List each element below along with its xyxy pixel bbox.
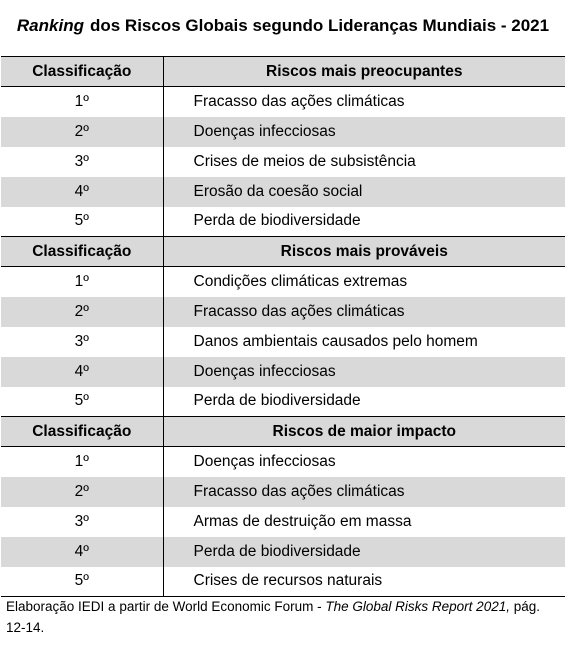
risk-cell: Fracasso das ações climáticas (193, 92, 405, 110)
header-classificacao: Classificação (1, 237, 163, 267)
rank-cell: 1º (1, 447, 163, 477)
source-pages: pág. 12-14. (6, 599, 540, 635)
rank-cell: 5º (1, 567, 163, 597)
rank-cell: 3º (1, 147, 163, 177)
section-header-row (1, 417, 565, 447)
risk-cell: Perda de biodiversidade (163, 537, 565, 567)
rank-cell: 3º (1, 507, 163, 537)
rank-cell: 2º (1, 477, 163, 507)
source-report-title: The Global Risks Report 2021, (325, 599, 510, 614)
table-row (1, 177, 565, 207)
rank-cell: 5º (1, 207, 163, 237)
header-riscos-provaveis: Riscos mais prováveis (163, 237, 565, 267)
table-row (1, 117, 565, 147)
rank-cell: 4º (1, 357, 163, 387)
risk-cell: Crises de recursos naturais (163, 567, 565, 597)
section-header-row (1, 237, 565, 267)
risk-cell: Doenças infecciosas (163, 357, 565, 387)
risk-cell: Doenças infecciosas (163, 117, 565, 147)
header-classificacao: Classificação (1, 417, 163, 447)
rank-cell: 3º (1, 327, 163, 357)
table-row (1, 387, 565, 417)
table-row (1, 507, 565, 537)
rank-cell: 2º (1, 297, 163, 327)
table-row (1, 477, 565, 507)
table-row (1, 567, 565, 597)
table-row (1, 147, 565, 177)
risk-cell: Armas de destruição em massa (193, 512, 412, 530)
risk-cell: Doenças infecciosas (193, 452, 336, 470)
risk-cell: Perda de biodiversidade (193, 392, 361, 410)
header-riscos-maior-impacto: Riscos de maior impacto (163, 417, 565, 447)
risk-cell: Fracasso das ações climáticas (163, 477, 565, 507)
risk-cell: Fracasso das ações climáticas (163, 297, 565, 327)
ranking-table (1, 56, 565, 597)
rank-cell: 4º (1, 537, 163, 567)
title-text: dos Riscos Globais segundo Lideranças Mundiais - 2021 (89, 16, 550, 35)
risk-cell: Condições climáticas extremas (193, 272, 408, 290)
risk-cell: Erosão da coesão social (163, 177, 565, 207)
title-italic: Ranking (16, 16, 84, 35)
risk-cell: Crises de meios de subsistência (193, 152, 416, 170)
rank-cell: 5º (1, 387, 163, 417)
header-riscos-preocupantes: Riscos mais preocupantes (163, 57, 565, 87)
section-header-row (1, 57, 565, 87)
rank-cell: 1º (1, 267, 163, 297)
table-row (1, 327, 565, 357)
document-title (0, 0, 566, 52)
rank-cell: 2º (1, 117, 163, 147)
risk-cell: Perda de biodiversidade (193, 212, 361, 230)
rank-cell: 1º (1, 87, 163, 117)
table-row (1, 357, 565, 387)
table-row (1, 447, 565, 477)
source-note (6, 596, 562, 638)
risk-cell: Danos ambientais causados pelo homem (193, 332, 478, 350)
table-row (1, 87, 565, 117)
table-row (1, 297, 565, 327)
header-classificacao: Classificação (1, 57, 163, 87)
rank-cell: 4º (1, 177, 163, 207)
source-prefix: Elaboração IEDI a partir de World Economic Forum - (6, 599, 326, 614)
table-row (1, 537, 565, 567)
table-row (1, 267, 565, 297)
table-row (1, 207, 565, 237)
